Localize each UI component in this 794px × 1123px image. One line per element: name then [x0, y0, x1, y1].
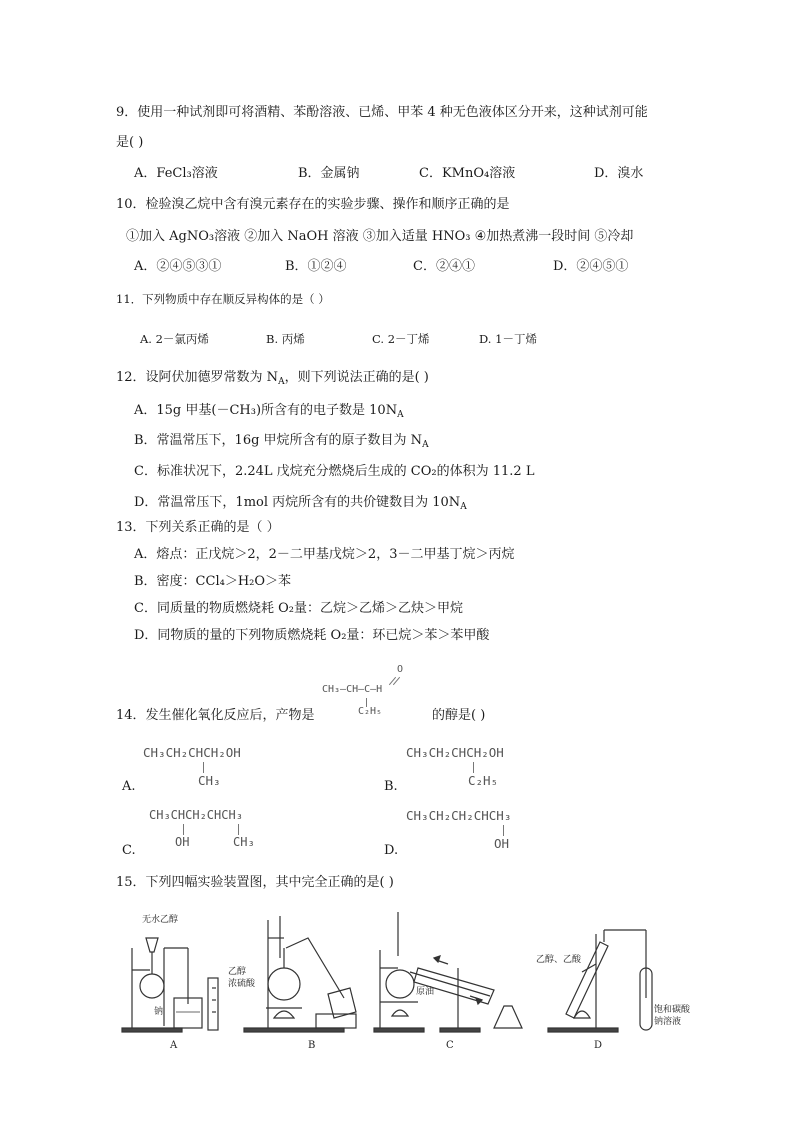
- q11-option-d: D. 1－丁烯: [479, 332, 537, 346]
- q9-option-a: A．FeCl₃溶液: [134, 166, 218, 181]
- q14-stem-pre: 14．发生催化氧化反应后，产物是: [116, 708, 315, 723]
- option-d-main: CH₃CH₂CH₂CHCH₃: [406, 808, 512, 823]
- product-oxygen: O: [397, 664, 404, 675]
- apparatus-a: [122, 938, 218, 1032]
- option-d-branch: OH: [494, 836, 510, 851]
- option-c-branch-1: OH: [175, 835, 190, 849]
- q13-option-b: B．密度：CCl₄＞H₂O＞苯: [134, 574, 292, 589]
- q9-option-b: B．金属钠: [298, 166, 360, 181]
- caption-b: B: [308, 1040, 316, 1051]
- apparatus-c: [374, 912, 522, 1032]
- q14-option-c-label: C.: [122, 843, 136, 858]
- q15-apparatus-figure: [118, 908, 698, 1053]
- q12-option-a: [134, 402, 404, 420]
- q12-option-b-subscript: A: [422, 440, 429, 450]
- q13-option-d: D．同物质的量的下列物质燃烧耗 O₂量：环已烷＞苯＞苯甲酸: [134, 628, 490, 643]
- q12-stem-tail: ，则下列说法正确的是( ): [284, 370, 429, 385]
- q12-stem-subscript: A: [278, 377, 285, 387]
- label-conc-acid: 浓硫酸: [228, 979, 256, 989]
- q11-option-b: B. 丙烯: [266, 332, 305, 346]
- option-a-bond: [203, 762, 204, 773]
- q14-option-d-structure: [406, 808, 566, 858]
- q12-option-c: C．标准状况下，2.24L 戊烷充分燃烧后生成的 CO₂的体积为 11.2 L: [134, 464, 535, 479]
- q10-option-a: A．②④⑤③①: [134, 259, 222, 274]
- label-anhydrous-ethanol: 无水乙醇: [142, 915, 179, 925]
- q14-option-d-label: D.: [384, 843, 399, 858]
- q14-option-b-structure: [406, 745, 566, 795]
- q12-stem-text: 12．设阿伏加德罗常数为 N: [116, 370, 279, 385]
- caption-d: D: [594, 1040, 603, 1051]
- caption-c: C: [446, 1040, 454, 1051]
- q12-option-d-text: D．常温常压下，1mol 丙烷所含有的共价键数目为 10N: [134, 495, 461, 510]
- apparatus-b: [244, 916, 356, 1032]
- option-c-bond-2: [238, 824, 239, 835]
- q10-option-b: B．①②④: [285, 259, 347, 274]
- q9-option-d: D．溴水: [594, 166, 644, 181]
- product-main-chain: CH₃—CH—C—H: [322, 684, 383, 695]
- q12-option-d: [134, 494, 467, 512]
- q12-option-d-subscript: A: [460, 502, 467, 512]
- q11-option-c: C. 2－丁烯: [372, 332, 430, 346]
- q11-stem: 11．下列物质中存在顺反异构体的是（ ）: [116, 292, 330, 306]
- q14-stem-post: 的醇是( ): [432, 708, 486, 723]
- q15-stem: 15．下列四幅实验装置图，其中完全正确的是( ): [116, 875, 394, 890]
- option-c-branch-2: CH₃: [233, 835, 255, 849]
- label-saturated-carbonate-2: 钠溶液: [654, 1017, 682, 1027]
- q9-option-c: C．KMnO₄溶液: [419, 166, 516, 181]
- q10-option-d: D．②④⑤①: [553, 259, 629, 274]
- label-crude-oil: 原油: [416, 987, 435, 997]
- q10-steps: ①加入 AgNO₃溶液 ②加入 NaOH 溶液 ③加入适量 HNO₃ ④加热煮沸一段时间 ⑤冷却: [126, 229, 634, 244]
- apparatus-d: [548, 930, 652, 1032]
- q10-option-c: C．②④①: [413, 259, 475, 274]
- option-b-branch: C₂H₅: [468, 773, 499, 788]
- label-saturated-carbonate-1: 饱和碳酸: [654, 1005, 691, 1015]
- q12-option-a-text: A．15g 甲基(－CH₃)所含有的电子数是 10N: [134, 403, 398, 418]
- q12-option-b: [134, 432, 429, 450]
- q11-option-a: A. 2－氯丙烯: [140, 332, 209, 346]
- option-b-main: CH₃CH₂CHCH₂OH: [406, 745, 504, 760]
- option-b-bond: [473, 762, 474, 773]
- label-ethanol: 乙醇: [228, 967, 247, 977]
- q10-stem: 10．检验溴乙烷中含有溴元素存在的实验步骤、操作和顺序正确的是: [116, 197, 510, 212]
- q14-option-a-structure: [143, 745, 303, 795]
- q9-stem-line1: 9．使用一种试剂即可将酒精、苯酚溶液、已烯、甲苯 4 种无色液体区分开来，这种试剂可能: [116, 105, 648, 120]
- q13-option-a: A．熔点：正戊烷＞2，2－二甲基戊烷＞2，3－二甲基丁烷＞丙烷: [134, 547, 515, 562]
- label-sodium: 钠: [154, 1007, 164, 1017]
- caption-a: A: [170, 1040, 178, 1051]
- option-a-main: CH₃CH₂CHCH₂OH: [143, 745, 241, 760]
- q9-stem-line2: 是( ): [116, 135, 144, 150]
- q14-option-c-structure: [149, 808, 309, 858]
- q12-option-b-text: B．常温常压下，16g 甲烷所含有的原子数目为 N: [134, 433, 423, 448]
- option-a-branch: CH₃: [198, 773, 221, 788]
- q14-option-b-label: B.: [384, 779, 398, 794]
- q12-option-a-subscript: A: [397, 410, 404, 420]
- q14-product-structure: [322, 664, 432, 722]
- product-branch: C₂H₅: [358, 706, 383, 717]
- option-c-main: CH₃CHCH₂CHCH₃: [149, 808, 243, 822]
- option-c-bond-1: [183, 824, 184, 835]
- label-ethanol-acetic-acid: 乙醇、乙酸: [536, 955, 582, 965]
- q13-stem: 13．下列关系正确的是（ ）: [116, 520, 280, 535]
- q12-stem: [116, 369, 429, 387]
- q13-option-c: C．同质量的物质燃烧耗 O₂量：乙烷＞乙烯＞乙炔＞甲烷: [134, 601, 463, 616]
- option-d-bond: [503, 825, 504, 836]
- q14-option-a-label: A.: [122, 779, 136, 794]
